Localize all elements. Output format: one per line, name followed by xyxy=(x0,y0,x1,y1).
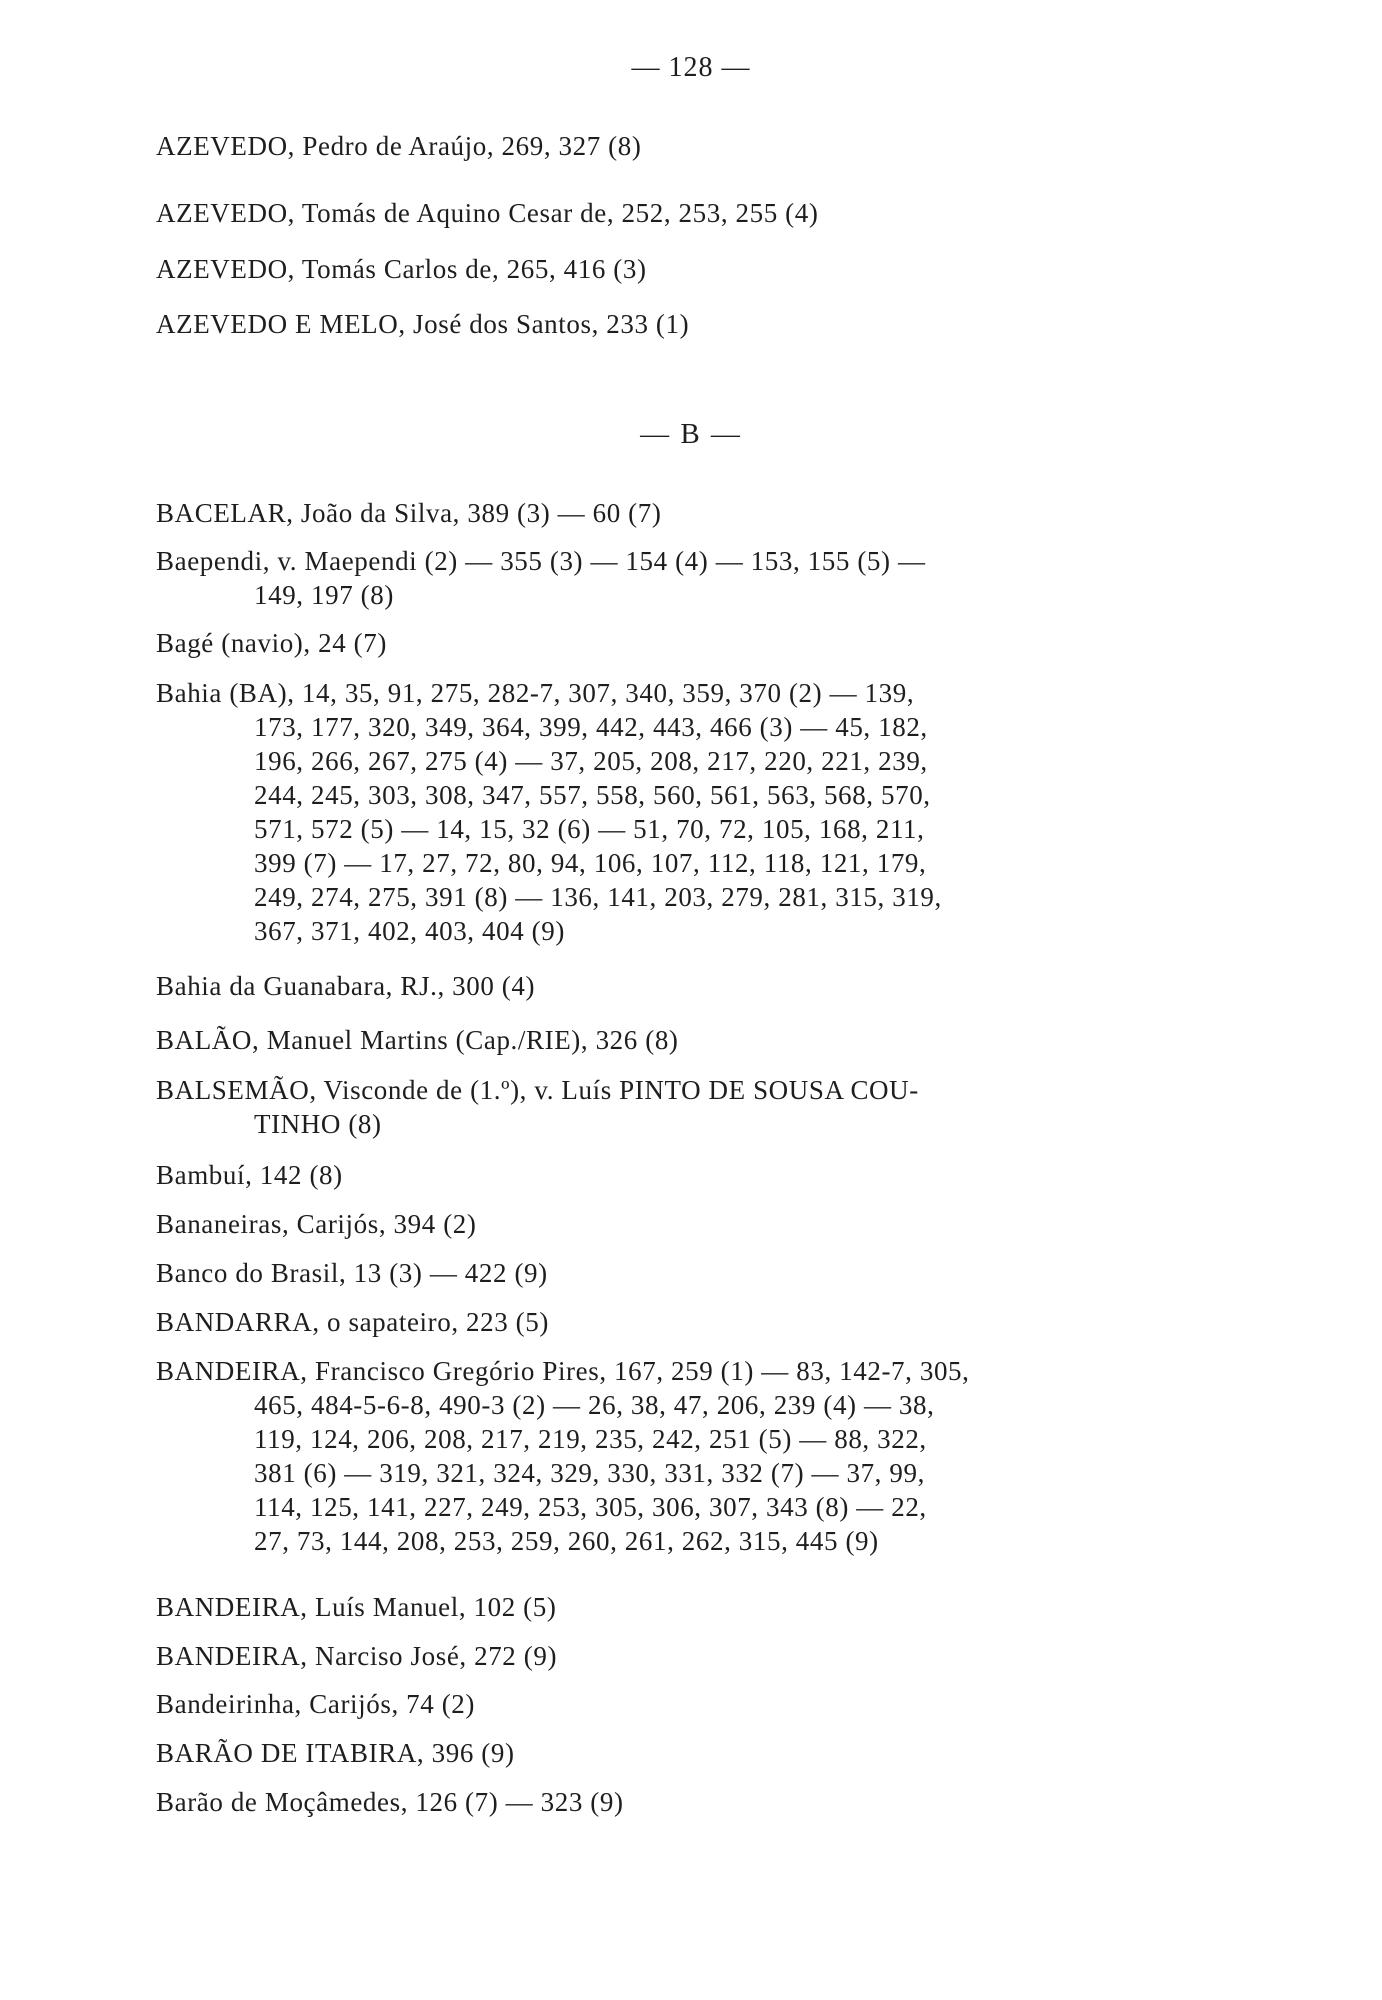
entry-line: TINHO (8) xyxy=(254,1109,382,1139)
entry-line: Baependi, v. Maependi (2) — 355 (3) — 154 (4) — 153, 155 (5) — xyxy=(156,546,926,576)
index-entry xyxy=(156,1639,1206,1673)
entry-line: Bambuí, 142 (8) xyxy=(156,1160,343,1190)
entry-line: Bahia da Guanabara, RJ., 300 (4) xyxy=(156,971,536,1001)
index-entry xyxy=(156,1785,1206,1819)
index-entry xyxy=(156,1207,1206,1241)
index-entry xyxy=(156,1305,1206,1339)
entry-line: AZEVEDO E MELO, José dos Santos, 233 (1) xyxy=(156,309,690,339)
entry-line: BACELAR, João da Silva, 389 (3) — 60 (7) xyxy=(156,498,662,528)
entry-line: AZEVEDO, Tomás Carlos de, 265, 416 (3) xyxy=(156,254,647,284)
index-entry xyxy=(156,496,1206,530)
index-entry xyxy=(156,1158,1206,1192)
entry-line: BANDARRA, o sapateiro, 223 (5) xyxy=(156,1307,549,1337)
index-entry xyxy=(156,1354,1206,1558)
section-letter: — B — xyxy=(640,418,742,450)
index-entry xyxy=(156,1736,1206,1770)
entry-line: BALÃO, Manuel Martins (Cap./RIE), 326 (8) xyxy=(156,1025,679,1055)
entry-line: 27, 73, 144, 208, 253, 259, 260, 261, 262, 315, 445 (9) xyxy=(254,1526,879,1556)
entry-line: 114, 125, 141, 227, 249, 253, 305, 306, 307, 343 (8) — 22, xyxy=(254,1492,927,1522)
entry-line: AZEVEDO, Tomás de Aquino Cesar de, 252, 253, 255 (4) xyxy=(156,198,819,228)
entry-line: 381 (6) — 319, 321, 324, 329, 330, 331, 332 (7) — 37, 99, xyxy=(254,1458,925,1488)
index-entry xyxy=(156,129,1206,163)
entry-line: 399 (7) — 17, 27, 72, 80, 94, 106, 107, 112, 118, 121, 179, xyxy=(254,848,927,878)
entry-line: 119, 124, 206, 208, 217, 219, 235, 242, 251 (5) — 88, 322, xyxy=(254,1424,927,1454)
index-entry xyxy=(156,626,1206,660)
entry-line: 173, 177, 320, 349, 364, 399, 442, 443, 466 (3) — 45, 182, xyxy=(254,712,928,742)
entry-line: AZEVEDO, Pedro de Araújo, 269, 327 (8) xyxy=(156,131,642,161)
entry-line: Bandeirinha, Carijós, 74 (2) xyxy=(156,1689,475,1719)
entry-line: 465, 484-5-6-8, 490-3 (2) — 26, 38, 47, 206, 239 (4) — 38, xyxy=(254,1390,935,1420)
index-entry xyxy=(156,1256,1206,1290)
entry-line: 196, 266, 267, 275 (4) — 37, 205, 208, 217, 220, 221, 239, xyxy=(254,746,928,776)
index-entry xyxy=(156,969,1206,1003)
entry-line: Banco do Brasil, 13 (3) — 422 (9) xyxy=(156,1258,548,1288)
index-entry xyxy=(156,196,1206,230)
index-entry xyxy=(156,252,1206,286)
entry-line: 244, 245, 303, 308, 347, 557, 558, 560, 561, 563, 568, 570, xyxy=(254,780,931,810)
index-entry xyxy=(156,1073,1206,1141)
entry-line: 367, 371, 402, 403, 404 (9) xyxy=(254,916,565,946)
entry-line: BARÃO DE ITABIRA, 396 (9) xyxy=(156,1738,515,1768)
entry-line: BALSEMÃO, Visconde de (1.º), v. Luís PINTO DE SOUSA COU- xyxy=(156,1075,919,1105)
entry-line: 249, 274, 275, 391 (8) — 136, 141, 203, 279, 281, 315, 319, xyxy=(254,882,942,912)
entry-line: Bananeiras, Carijós, 394 (2) xyxy=(156,1209,477,1239)
page-number: — 128 — xyxy=(631,52,751,83)
entry-line: 571, 572 (5) — 14, 15, 32 (6) — 51, 70, 72, 105, 168, 211, xyxy=(254,814,925,844)
index-entry xyxy=(156,1687,1206,1721)
index-entry xyxy=(156,1590,1206,1624)
entry-line: Bahia (BA), 14, 35, 91, 275, 282-7, 307, 340, 359, 370 (2) — 139, xyxy=(156,678,915,708)
index-entry xyxy=(156,307,1206,341)
entry-line: 149, 197 (8) xyxy=(254,580,394,610)
entry-line: Barão de Moçâmedes, 126 (7) — 323 (9) xyxy=(156,1787,624,1817)
entry-line: BANDEIRA, Francisco Gregório Pires, 167, 259 (1) — 83, 142-7, 305, xyxy=(156,1356,970,1386)
entry-line: BANDEIRA, Narciso José, 272 (9) xyxy=(156,1641,558,1671)
index-entry xyxy=(156,1023,1206,1057)
entry-line: BANDEIRA, Luís Manuel, 102 (5) xyxy=(156,1592,557,1622)
index-entry xyxy=(156,544,1206,612)
entry-line: Bagé (navio), 24 (7) xyxy=(156,628,387,658)
index-entry xyxy=(156,676,1206,948)
